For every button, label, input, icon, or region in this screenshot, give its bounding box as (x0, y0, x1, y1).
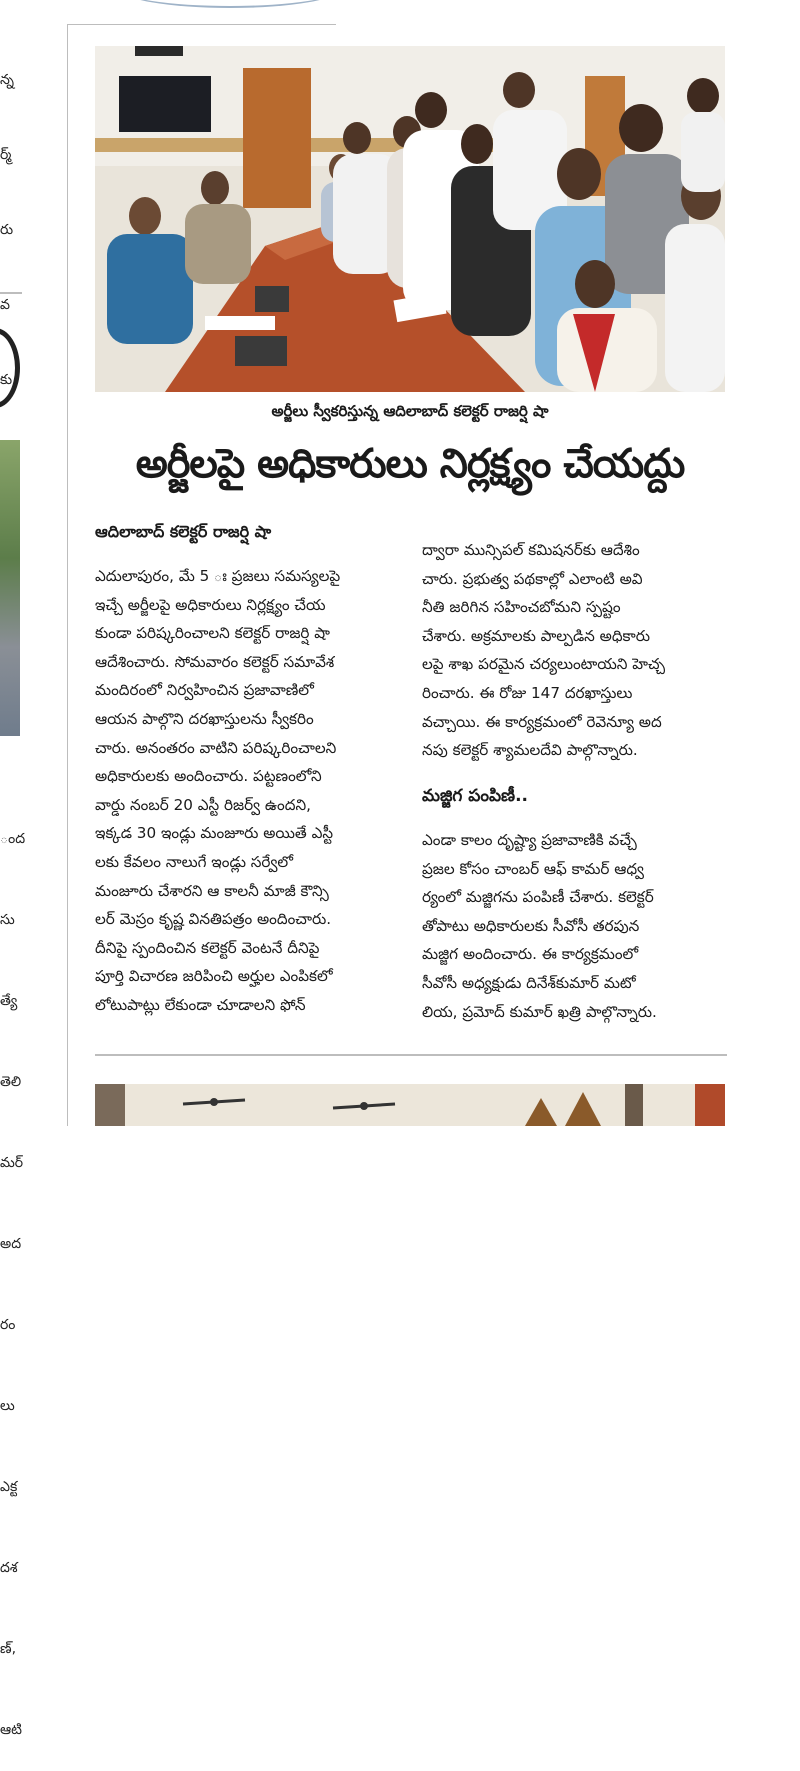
fragment: లు (0, 1398, 15, 1414)
body-line: లర్ మెస్రం కృష్ణ వినతిపత్రం అందించారు. (95, 910, 332, 929)
body-line: ర్యంలో మజ్జిగను పంపిణీ చేశారు. కలెక్టర్ (422, 888, 654, 907)
body-line: వచ్చాయి. ఈ కార్యక్రమంలో రెవెన్యూ అద (422, 712, 662, 731)
article-column-2 (422, 536, 727, 765)
body-line: పూర్తి విచారణ జరిపించి అర్హుల ఎంపికలో (95, 967, 333, 986)
body-line: ఇచ్చే అర్జీలపై అధికారులు నిర్లక్ష్యం చేయ (95, 595, 326, 614)
body-line: దీనిపై స్పందించిన కలెక్టర్ వెంటనే దీనిపై (95, 938, 320, 957)
meeting-photo-illustration (95, 46, 725, 392)
body-line: ఎండా కాలం దృష్ట్యా ప్రజావాణికి వచ్చే (422, 831, 637, 849)
next-article-photo (95, 1084, 725, 1126)
left-divider (0, 292, 22, 294)
column-divider-vertical (67, 24, 68, 1126)
article-photo (95, 46, 725, 392)
photo-caption: అర్జీలు స్వీకరిస్తున్న ఆదిలాబాద్ కలెక్టర్ రాజర్షి షా (271, 402, 549, 420)
body-line: అధికారులకు అందించారు. పట్టణంలోని (95, 767, 322, 786)
fragment: కు (0, 372, 13, 388)
body-line: కుండా పరిష్కరించాలని కలెక్టర్ రాజర్షి షా (95, 624, 330, 643)
body-line: ఆదేశించారు. సోమవారం కలెక్టర్ సమావేశ (95, 652, 335, 671)
body-line: లియ, ప్రమోద్ కుమార్ ఖత్రి పాల్గొన్నారు. (422, 1002, 657, 1021)
body-line: నపు కలెక్టర్ శ్యామలదేవి పాల్గొన్నారు. (422, 741, 638, 760)
body-line: ద్వారా మున్సిపల్ కమిషనర్‌కు ఆదేశిం (422, 541, 640, 559)
body-line: చేశారు. అక్రమాలకు పాల్పడిన అధికారు (422, 626, 650, 645)
fragment: ఆటి (0, 1722, 22, 1738)
fragment: ంద (0, 831, 26, 847)
article-column-1 (95, 562, 395, 1020)
body-line: సీవోసీ అధ్యక్షుడు దినేశ్‌కుమార్ మటో (422, 973, 636, 992)
body-line: వార్డు నంబర్ 20 ఎస్టీ రిజర్వ్ ఉందని, (95, 795, 311, 814)
body-line: మజ్జిగ అందించారు. ఈ కార్యక్రమంలో (422, 945, 639, 964)
body-line: లోటుపాట్లు లేకుండా చూడాలని ఫోన్ (95, 995, 306, 1014)
body-line: మంజూరు చేశారని ఆ కాలనీ మాజీ కౌన్సి (95, 881, 329, 900)
top-arc (120, 0, 340, 8)
fragment: రం (0, 1317, 16, 1333)
left-partial-photo (0, 440, 20, 736)
top-rule (68, 24, 336, 25)
body-line: చారు. అనంతరం వాటిని పరిష్కరించాలని (95, 738, 337, 757)
body-line: రించారు. ఈ రోజు 147 దరఖాస్తులు (422, 683, 633, 702)
fragment: మర్ (0, 1155, 24, 1171)
fragment: న్న (0, 72, 14, 88)
fragment: ర్మ్ (0, 147, 12, 163)
body-line: ఆయన పాల్గొని దరఖాస్తులను స్వీకరిం (95, 709, 314, 728)
fragment: రు (0, 222, 14, 238)
fragment: దశ (0, 1560, 18, 1576)
fragment: వ (0, 297, 10, 313)
left-fragments-bottom (0, 772, 26, 1771)
body-line: చారు. ప్రభుత్వ పథకాల్లో ఎలాంటి అవి (422, 569, 643, 588)
article-byline: ఆదిలాబాద్ కలెక్టర్ రాజర్షి షా (95, 522, 272, 541)
body-line: మందిరంలో నిర్వహించిన ప్రజావాణిలో (95, 681, 314, 700)
body-line: లపై శాఖ పరమైన చర్యలుంటాయని హెచ్చ (422, 655, 666, 674)
body-line: నీతి జరిగిన సహించబోమని స్పష్టం (422, 598, 621, 617)
body-line: ఎదులాపురం, మే 5 ః ప్రజలు సమస్యలపై (95, 567, 341, 585)
article-column-2-section (422, 826, 727, 1026)
body-line: తోపాటు అధికారులకు సీవోసీ తరపున (422, 916, 640, 935)
ceiling-fan-illustration (95, 1084, 725, 1126)
fragment: ణ్, (0, 1641, 17, 1657)
fragment: ఎక్ట (0, 1479, 18, 1495)
body-line: ఇక్కడ 30 ఇండ్లు మంజూరు అయితే ఎస్టీ (95, 824, 334, 843)
body-line: లకు కేవలం నాలుగే ఇండ్లు సర్వేలో (95, 852, 294, 871)
body-line: ప్రజల కోసం చాంబర్ ఆఫ్ కామర్ ఆధ్వ (422, 859, 644, 878)
article-subhead: మజ్జిగ పంపిణీ.. (422, 786, 528, 806)
fragment: అద (0, 1236, 22, 1252)
fragment: సు (0, 912, 15, 928)
article-bottom-rule (95, 1054, 727, 1056)
fragment: తెలి (0, 1074, 22, 1090)
article-headline: అర్జీలపై అధికారులు నిర్లక్ష్యం చేయద్దు (135, 441, 685, 487)
fragment: త్యే (0, 993, 18, 1009)
